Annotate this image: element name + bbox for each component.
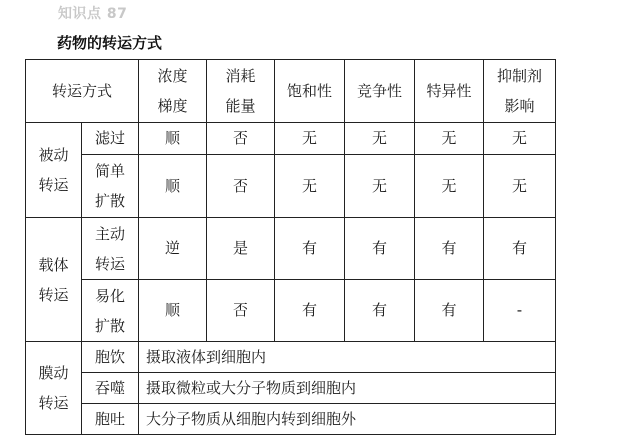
cell-energy: 是 (207, 218, 275, 280)
row-name: 胞饮 (82, 342, 139, 373)
header-gradient: 浓度 梯度 (139, 60, 207, 123)
cell-competition: 有 (345, 218, 415, 280)
header-energy: 消耗 能量 (207, 60, 275, 123)
cell-competition: 无 (345, 155, 415, 218)
row-description: 摄取液体到细胞内 (139, 342, 556, 373)
table-row (26, 218, 556, 280)
cell-inhibitor: 有 (484, 218, 556, 280)
cell-saturation: 无 (275, 123, 345, 155)
cell-competition: 无 (345, 123, 415, 155)
cell-saturation: 有 (275, 218, 345, 280)
group-membrane: 膜动 转运 (26, 342, 82, 435)
header-inhibitor: 抑制剂 影响 (484, 60, 556, 123)
transport-table (25, 59, 556, 435)
header-saturation: 饱和性 (275, 60, 345, 123)
cell-saturation: 无 (275, 155, 345, 218)
header-competition: 竞争性 (345, 60, 415, 123)
row-name: 易化 扩散 (82, 280, 139, 342)
row-name: 滤过 (82, 123, 139, 155)
cell-specificity: 有 (415, 280, 484, 342)
group-carrier: 载体 转运 (26, 218, 82, 342)
cell-specificity: 无 (415, 123, 484, 155)
cell-saturation: 有 (275, 280, 345, 342)
cell-energy: 否 (207, 123, 275, 155)
table-row (26, 123, 556, 155)
cell-inhibitor: 无 (484, 155, 556, 218)
row-description: 大分子物质从细胞内转到细胞外 (139, 404, 556, 435)
row-name: 胞吐 (82, 404, 139, 435)
table-row (26, 342, 556, 373)
table-row (26, 280, 556, 342)
header-row (26, 60, 556, 123)
header-specificity: 特异性 (415, 60, 484, 123)
table-row (26, 404, 556, 435)
group-passive: 被动 转运 (26, 123, 82, 218)
knowledge-point-label: 知识点 87 (58, 6, 128, 22)
page-title: 药物的转运方式 (57, 34, 163, 52)
cell-gradient: 顺 (139, 123, 207, 155)
cell-specificity: 无 (415, 155, 484, 218)
row-name: 主动 转运 (82, 218, 139, 280)
cell-gradient: 顺 (139, 155, 207, 218)
table-row (26, 155, 556, 218)
cell-inhibitor: - (484, 280, 556, 342)
cell-gradient: 逆 (139, 218, 207, 280)
header-mode: 转运方式 (26, 60, 139, 123)
cell-gradient: 顺 (139, 280, 207, 342)
cell-energy: 否 (207, 155, 275, 218)
table-row (26, 373, 556, 404)
row-name: 简单 扩散 (82, 155, 139, 218)
row-name: 吞噬 (82, 373, 139, 404)
cell-energy: 否 (207, 280, 275, 342)
cell-inhibitor: 无 (484, 123, 556, 155)
cell-competition: 有 (345, 280, 415, 342)
row-description: 摄取微粒或大分子物质到细胞内 (139, 373, 556, 404)
cell-specificity: 有 (415, 218, 484, 280)
